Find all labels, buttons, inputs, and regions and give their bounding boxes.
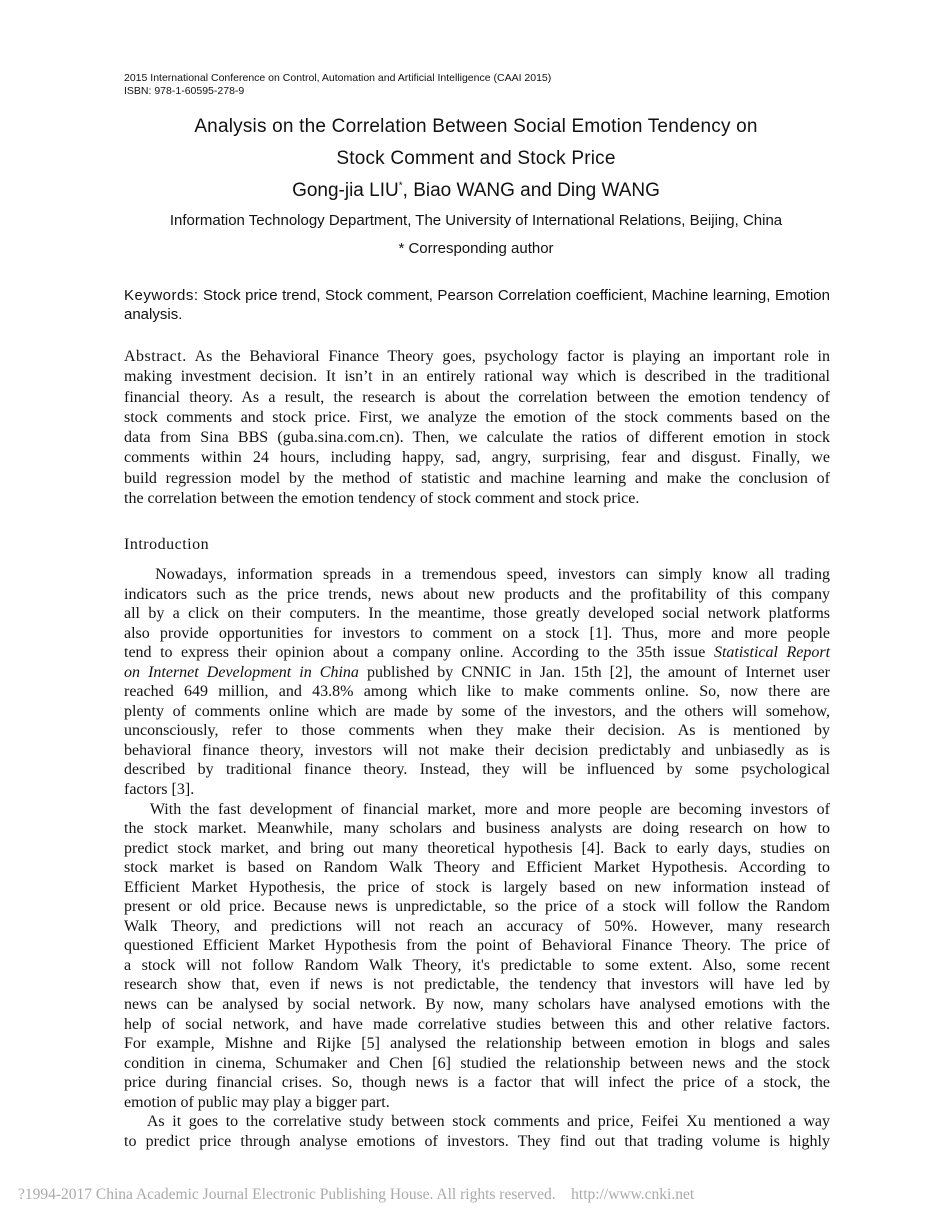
abstract-line: stock comments and stock price. First, we analyze the emotion of the stock comments based on the (124, 408, 830, 426)
abstract-line: data from Sina BBS (guba.sina.com.cn). Then, we calculate the ratios of different emotion in stock (124, 429, 830, 447)
paragraph-line: present or old price. Because news is unpredictable, so the price of a stock will follow the Random (124, 898, 830, 916)
paragraph-line: Walk Theory, and predictions will not reach an accuracy of 50%. However, many research (124, 917, 830, 935)
corresponding-author: * Corresponding author (398, 240, 554, 257)
paragraph-line: a stock will not follow Random Walk Theory, it's predictable to some extent. Also, some recent (124, 956, 830, 974)
paragraph-line: For example, Mishne and Rijke [5] analysed the relationship between emotion in blogs and sales (124, 1035, 830, 1053)
keywords-text: Stock price trend, Stock comment, Pearson Correlation coefficient, Machine learning, Emotion analysis. (124, 287, 830, 323)
paragraph-line: factors [3]. (124, 781, 195, 799)
paragraph-line: Nowadays, information spreads in a tremendous speed, investors can simply know all trading (124, 566, 830, 583)
abstract-line: build regression model by the method of statistic and machine learning and make the conclusion of (124, 469, 830, 487)
affiliation: Information Technology Department, The University of International Relations, Beijing, China (169, 212, 783, 229)
paper-title-line-1: Analysis on the Correlation Between Social Emotion Tendency on (194, 116, 758, 137)
paragraph-line: emotion of public may play a bigger part. (124, 1093, 390, 1111)
paragraph-line: also provide opportunities for investors to comment on a stock [1]. Thus, more and more people (124, 624, 830, 642)
paragraph-line: described by traditional finance theory. Instead, they will be influenced by some psychological (124, 761, 830, 779)
isbn: ISBN: 978-1-60595-278-9 (124, 85, 245, 97)
paragraph-line: research show that, even if news is not predictable, the tendency that investors will have led by (124, 976, 830, 994)
conference-name: 2015 International Conference on Control, Automation and Artificial Intelligence (CAAI 2015) (124, 72, 552, 84)
paragraph-line: reached 649 million, and 43.8% among which like to make comments online. So, now there are (124, 683, 830, 701)
section-heading-introduction: Introduction (124, 536, 210, 553)
paragraph-line: help of social network, and have made correlative studies between this and other relative factors. (124, 1015, 830, 1033)
paragraph-line: on Internet Development in China published by CNNIC in Jan. 15th [2], the amount of Internet user (124, 663, 830, 681)
paragraph-line: As it goes to the correlative study between stock comments and price, Feifei Xu mentioned a way (124, 1113, 830, 1131)
authors (0, 180, 952, 202)
introduction-body (124, 565, 830, 1151)
abstract (124, 347, 830, 509)
conference-header (124, 72, 551, 98)
paragraph-line: questioned Efficient Market Hypothesis from the point of Behavioral Finance Theory. The price of (124, 937, 830, 955)
paragraph-line: behavioral finance theory, investors will not make their decision predictably and unbiasedly as is (124, 741, 830, 759)
paragraph-line: the stock market. Meanwhile, many scholars and business analysts are doing research on how to (124, 820, 830, 838)
corresponding-mark: * (398, 180, 403, 192)
paper-title-line-2: Stock Comment and Stock Price (336, 148, 616, 169)
abstract-line: making investment decision. It isn’t in an entirely rational way which is described in the traditional (124, 368, 830, 386)
paragraph-line: all by a click on their computers. In the meantime, those greatly developed social network platforms (124, 605, 830, 623)
author-first: Gong-jia LIU (292, 180, 399, 201)
abstract-line: financial theory. As a result, the research is about the correlation between the emotion tendency of (124, 388, 830, 406)
abstract-line: comments within 24 hours, including happy, sad, angry, surprising, fear and disgust. Finally, we (124, 449, 830, 467)
abstract-line: Abstract. As the Behavioral Finance Theory goes, psychology factor is playing an important role in (124, 348, 830, 365)
paragraph-line: price during financial crises. So, though news is a factor that will infect the price of a stock, the (124, 1074, 830, 1092)
paragraph-line: predict stock market, and bring out many theoretical hypothesis [4]. Back to early days, studies on (124, 839, 830, 857)
paragraph-line: news can be analysed by social network. By now, many scholars have analysed emotions with the (124, 996, 830, 1014)
keywords-label: Keywords: (124, 287, 199, 304)
paragraph-line: With the fast development of financial market, more and more people are becoming investors of (124, 800, 830, 818)
copyright-footer: ?1994-2017 China Academic Journal Electronic Publishing House. All rights reserved. http://www.cnki.net (18, 1186, 695, 1203)
paragraph-line: plenty of comments online which are made by some of the investors, and the others will somehow, (124, 702, 830, 720)
paragraph-line: stock market is based on Random Walk Theory and Efficient Market Hypothesis. According to (124, 859, 830, 877)
paragraph-line: indicators such as the price trends, news about new products and the profitability of this company (124, 585, 830, 603)
paragraph-line: unconsciously, refer to those comments when they make their decision. As is mentioned by (124, 722, 830, 740)
paragraph-line: to predict price through analyse emotions of investors. They find out that trading volume is highly (124, 1132, 830, 1150)
abstract-label: Abstract. (124, 348, 187, 365)
paragraph-line: tend to express their opinion about a company online. According to the 35th issue Statistical Report (124, 644, 831, 662)
abstract-line: the correlation between the emotion tendency of stock comment and stock price. (124, 490, 640, 508)
paragraph-line: condition in cinema, Schumaker and Chen [6] studied the relationship between news and the stock (124, 1054, 830, 1072)
keywords (124, 286, 830, 324)
author-rest: , Biao WANG and Ding WANG (402, 180, 660, 201)
paragraph-line: Efficient Market Hypothesis, the price of stock is largely based on new information instead of (124, 878, 830, 896)
